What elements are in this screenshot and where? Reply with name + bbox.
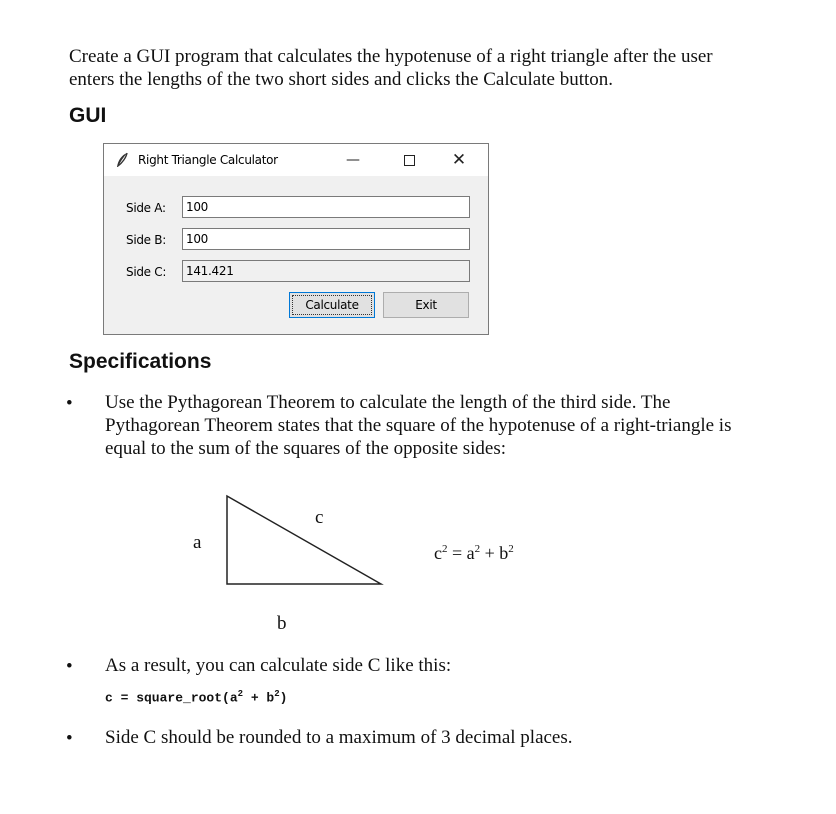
bullet-1-line-3: equal to the sum of the squares of the opposite sides: [105, 438, 507, 459]
calculate-button[interactable] [289, 292, 375, 318]
label-b: b [277, 613, 287, 634]
code-snippet: $c = square\_root(a^2 + b^2)$ [105, 689, 288, 706]
intro-line-2: enters the lengths of the two short sides and clicks the Calculate button. [69, 69, 614, 90]
app-window [103, 143, 489, 335]
side-c-output: 141.421 [182, 260, 470, 282]
label-a: a [193, 532, 202, 553]
side-a-label: Side A: [126, 201, 166, 215]
bullet-2-marker: • [66, 656, 73, 677]
side-a-input[interactable]: 100 [182, 196, 470, 218]
window-title: Right Triangle Calculator [138, 153, 278, 167]
bullet-1-marker: • [66, 393, 73, 414]
right-triangle-diagram [220, 490, 390, 590]
gui-heading: GUI [69, 104, 107, 127]
side-b-label: Side B: [126, 233, 166, 247]
focus-ring [292, 295, 372, 315]
calculate-button-label: Calculate [305, 298, 359, 312]
triangle-shape [227, 496, 381, 584]
specifications-heading: Specifications [69, 350, 212, 373]
exit-button[interactable]: Exit [383, 292, 469, 318]
side-c-label: Side C: [126, 265, 167, 279]
intro-line-1: Create a GUI program that calculates the hypotenuse of a right triangle after the user [69, 46, 713, 67]
pythagorean-formula: $c^2 = a^2 + b^2$ [434, 543, 514, 563]
bullet-1-line-2: Pythagorean Theorem states that the square of the hypotenuse of a right-triangle is [105, 415, 732, 436]
title-bar [104, 144, 488, 176]
minimize-button[interactable]: — [346, 152, 360, 168]
side-b-input[interactable]: 100 [182, 228, 470, 250]
bullet-1-line-1: Use the Pythagorean Theorem to calculate the length of the third side. The [105, 392, 671, 413]
maximize-button[interactable] [386, 148, 432, 172]
bullet-2-text: As a result, you can calculate side C like this: [105, 655, 452, 676]
close-button[interactable]: ✕ [451, 150, 467, 170]
bullet-3-marker: • [66, 728, 73, 749]
maximize-icon [404, 155, 415, 166]
label-c: c [315, 507, 324, 528]
feather-icon [115, 152, 129, 168]
bullet-3-text: Side C should be rounded to a maximum of 3 decimal places. [105, 727, 573, 748]
